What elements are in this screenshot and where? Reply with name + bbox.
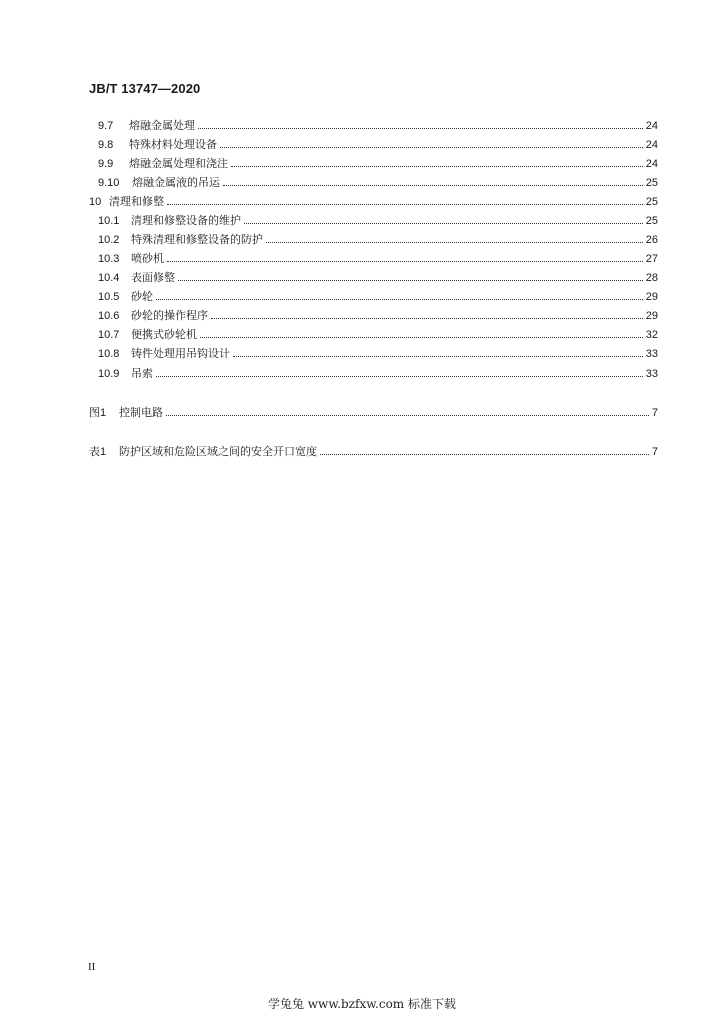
toc-entry-title: 特殊材料处理设备: [129, 138, 217, 151]
toc-entry-number: 10.6: [98, 310, 120, 322]
toc-entry-9-9[interactable]: [98, 157, 658, 171]
toc-entry-number: 10.8: [98, 348, 120, 360]
toc-dot-leader: [266, 242, 643, 243]
toc-dot-leader: [220, 147, 643, 148]
toc-entry-title: 熔融金属液的吊运: [132, 176, 220, 189]
toc-entry-10-2[interactable]: [98, 233, 658, 247]
toc-figure-title: 控制电路: [119, 406, 163, 419]
document-code: JB/T 13747—2020: [89, 81, 201, 96]
toc-entry-page: 29: [645, 291, 658, 303]
toc-entry-title: 表面修整: [131, 271, 175, 284]
toc-table-1[interactable]: [89, 445, 658, 459]
toc-entry-10-5[interactable]: [98, 290, 658, 304]
toc-dot-leader: [156, 376, 643, 377]
toc-entry-title: 便携式砂轮机: [131, 328, 197, 341]
toc-entry-title: 砂轮: [131, 290, 153, 303]
toc-dot-leader: [178, 280, 643, 281]
toc-entry-page: 27: [645, 253, 658, 265]
toc-entry-page: 24: [645, 139, 658, 151]
toc-entry-10-4[interactable]: [98, 271, 658, 285]
toc-table-title: 防护区域和危险区域之间的安全开口宽度: [119, 445, 317, 458]
toc-entry-10-9[interactable]: [98, 367, 658, 381]
toc-entry-page: 26: [645, 234, 658, 246]
toc-table-number: 表1: [89, 446, 107, 458]
toc-dot-leader: [167, 261, 643, 262]
toc-dot-leader: [166, 415, 649, 416]
toc-entry-page: 24: [645, 158, 658, 170]
toc-dot-leader: [231, 166, 643, 167]
page-number: II: [88, 961, 96, 973]
toc-entry-10-1[interactable]: [98, 214, 658, 228]
toc-entry-title: 砂轮的操作程序: [131, 309, 208, 322]
toc-entry-page: 29: [645, 310, 658, 322]
toc-entry-10-7[interactable]: [98, 328, 658, 342]
toc-entry-title: 清理和修整设备的维护: [131, 214, 241, 227]
toc-entry-page: 25: [645, 177, 658, 189]
toc-entry-page: 28: [645, 272, 658, 284]
toc-entry-number: 10.4: [98, 272, 120, 284]
toc-entry-number: 10.2: [98, 234, 120, 246]
toc-entry-title: 特殊清理和修整设备的防护: [131, 233, 263, 246]
toc-entry-title: 清理和修整: [109, 195, 164, 208]
toc-entry-10-6[interactable]: [98, 309, 658, 323]
toc-entry-number: 10.3: [98, 253, 120, 265]
toc-dot-leader: [233, 356, 643, 357]
toc-entry-page: 32: [645, 329, 658, 341]
toc-entry-number: 10.5: [98, 291, 120, 303]
toc-entry-title: 吊索: [131, 367, 153, 380]
toc-entry-number: 9.10: [98, 177, 120, 189]
toc-entry-10-3[interactable]: [98, 252, 658, 266]
toc-entry-title: 熔融金属处理和浇注: [129, 157, 228, 170]
toc-dot-leader: [244, 223, 643, 224]
toc-figure-1[interactable]: [89, 406, 658, 420]
toc-dot-leader: [167, 204, 643, 205]
toc-entry-title: 熔融金属处理: [129, 119, 195, 132]
toc-entry-page: 25: [645, 196, 658, 208]
toc-dot-leader: [200, 337, 643, 338]
toc-entry-number: 9.8: [98, 139, 114, 151]
toc-entry-number: 10.1: [98, 215, 120, 227]
toc-entry-page: 33: [645, 348, 658, 360]
toc-dot-leader: [211, 318, 643, 319]
toc-table-page: 7: [651, 446, 658, 458]
toc-entry-10-8[interactable]: [98, 347, 658, 361]
toc-entry-page: 33: [645, 368, 658, 380]
toc-entry-title: 喷砂机: [131, 252, 164, 265]
toc-dot-leader: [156, 299, 643, 300]
toc-entry-title: 铸件处理用吊钩设计: [131, 347, 230, 360]
toc-entry-number: 9.9: [98, 158, 114, 170]
toc-entry-9-8[interactable]: [98, 138, 658, 152]
toc-entry-9-10[interactable]: [98, 176, 658, 190]
toc-dot-leader: [198, 128, 643, 129]
toc-entry-9-7[interactable]: [98, 119, 658, 133]
toc-figure-page: 7: [651, 407, 658, 419]
toc-entry-page: 25: [645, 215, 658, 227]
toc-entry-page: 24: [645, 120, 658, 132]
toc-entry-10[interactable]: [89, 195, 658, 209]
footer-watermark: 学兔兔 www.bzfxw.com 标准下载: [267, 997, 457, 1011]
toc-entry-number: 9.7: [98, 120, 114, 132]
toc-entry-number: 10: [89, 196, 102, 208]
toc-dot-leader: [223, 185, 643, 186]
toc-dot-leader: [320, 454, 649, 455]
toc-entry-number: 10.7: [98, 329, 120, 341]
toc-entry-number: 10.9: [98, 368, 120, 380]
toc-figure-number: 图1: [89, 407, 107, 419]
